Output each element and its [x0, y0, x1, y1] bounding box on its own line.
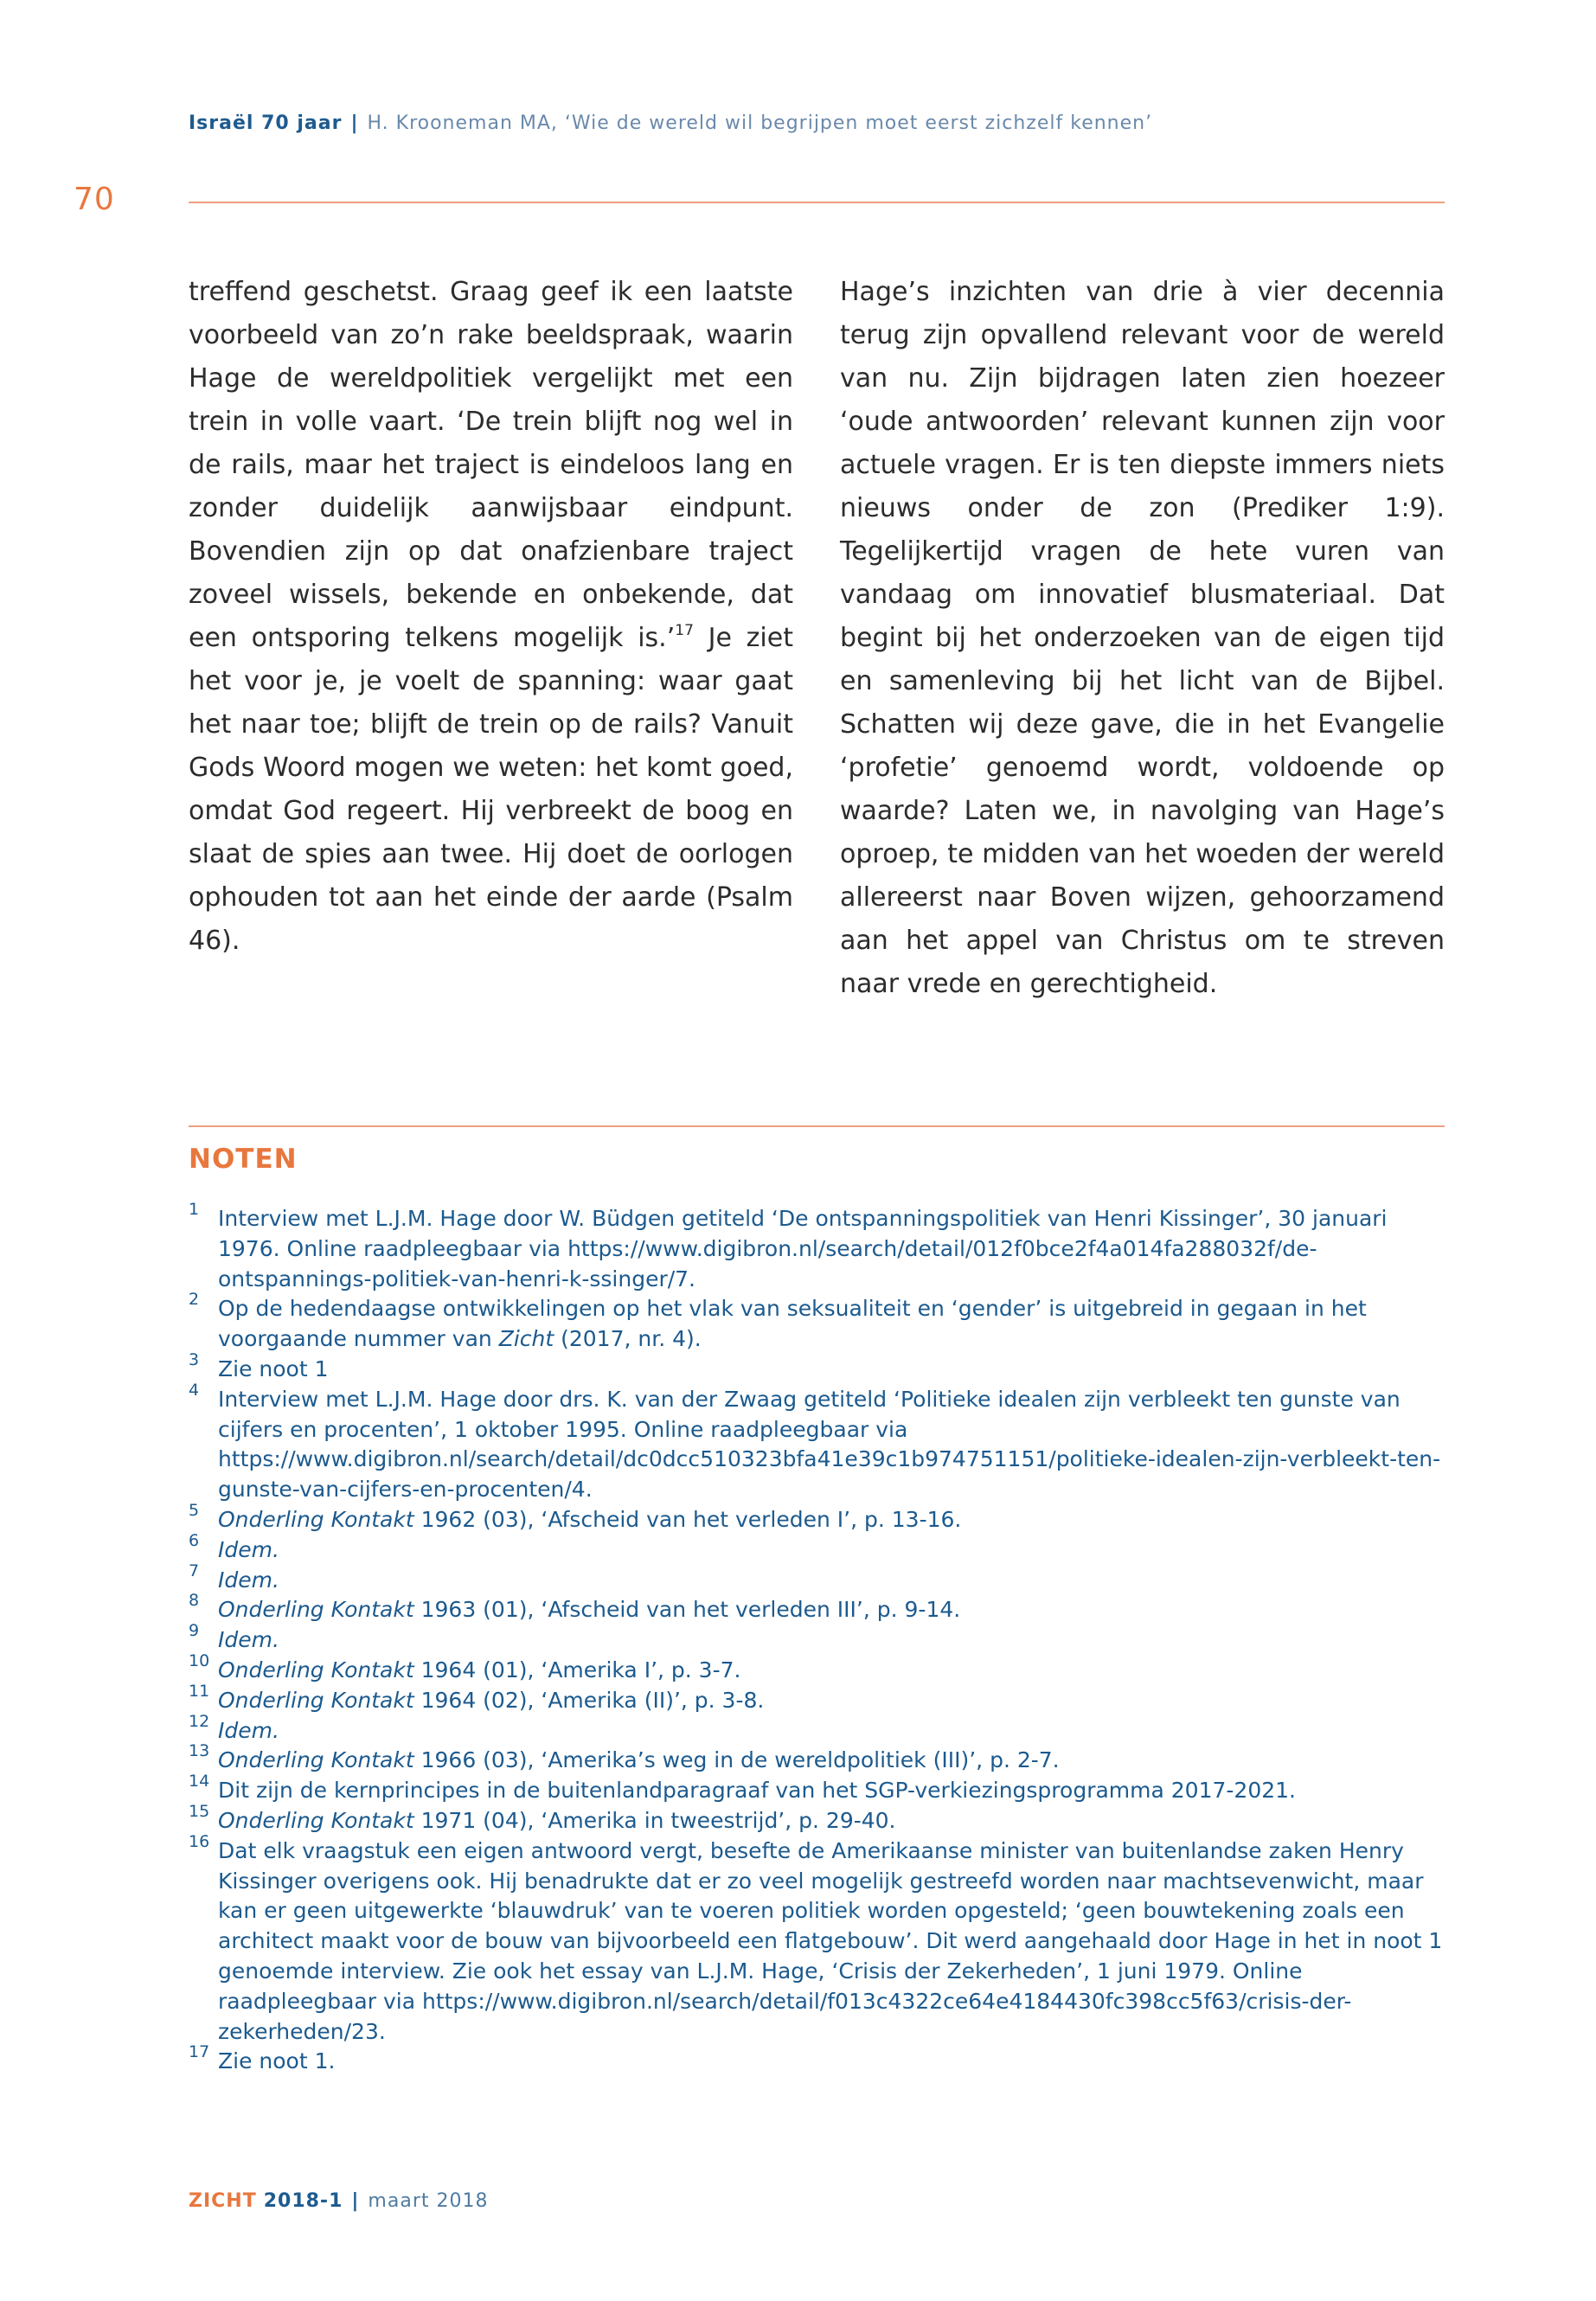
footnote-number: 4: [189, 1380, 200, 1400]
footnote-number: 13: [189, 1741, 210, 1761]
body-paragraph-left: [189, 271, 793, 963]
footnote-number: 15: [189, 1801, 210, 1821]
footnote-source: Onderling Kontakt: [218, 1687, 414, 1713]
footnote-item: [189, 1801, 1445, 1836]
footnote-source: Idem.: [218, 1567, 279, 1593]
footnote-item: [189, 1380, 1445, 1505]
body-column-right: [840, 271, 1445, 1006]
running-header: [189, 112, 1152, 134]
footnote-number: 10: [189, 1650, 210, 1670]
footnote-number: 2: [189, 1290, 200, 1310]
header-citation: H. Krooneman MA, ‘Wie de wereld wil begrijpen moet eerst zichzelf kennen’: [367, 112, 1153, 134]
footnote-text: 1964 (01), ‘Amerika I’, p. 3-7.: [413, 1657, 741, 1682]
footnote-number: 12: [189, 1711, 210, 1731]
footnote-text: 1963 (01), ‘Afscheid van het verleden III’, p. 9-14.: [413, 1597, 961, 1623]
footnote-text: Dat elk vraagstuk een eigen antwoord vergt, besefte de Amerikaanse minister van buitenlandse zaken Henry Kissinger overigens ook. Hij benadrukte dat er zo veel mogelijk gestreefd worden naar machtsevenwicht, maar kan er geen uitgewerkte ‘blauwdruk’ van te voeren politiek worden opgesteld; ‘geen bouwtekening zoals een architect maakt voor de bouw van bijvoorbeeld een flatgebouw’. Dit werd aangehaald door Hage in het in noot 1 genoemde interview. Zie ook het essay van L.J.M. Hage, ‘Crisis der Zekerheden’, 1 juni 1979. Online raadpleegbaar via https://www.digibron.nl/search/detail/f013c4322ce64e4184430fc398cc5f63/crisis-der-zekerheden/23.: [218, 1837, 1443, 2044]
page-number: 70: [74, 182, 115, 217]
footer-magazine: ZICHT: [189, 2190, 257, 2212]
footnote-number: 3: [189, 1349, 200, 1369]
header-separator: |: [350, 112, 359, 134]
notes-list: [189, 1200, 1445, 2077]
header-magazine-title: Israël 70 jaar: [189, 112, 343, 134]
footnote-number: 8: [189, 1591, 200, 1611]
footnote-source: Onderling Kontakt: [218, 1747, 414, 1773]
footnote-number: 5: [189, 1500, 200, 1520]
footnote-source: Onderling Kontakt: [218, 1807, 414, 1833]
footnote-number: 11: [189, 1681, 210, 1701]
footnote-text: Dit zijn de kernprincipes in de buitenlandparagraaf van het SGP-verkiezingsprogramma 2017-2021.: [218, 1778, 1296, 1804]
footnote-source: Onderling Kontakt: [218, 1657, 414, 1682]
footnote-number: 1: [189, 1200, 200, 1219]
footnote-source: Idem.: [218, 1536, 279, 1562]
left-text-after-ref: Je ziet het voor je, je voelt de spanning: waar gaat het naar toe; blijft de trein op de rails? Vanuit Gods Woord mogen we weten: het komt goed, omdat God regeert. Hij verbreekt de boog en slaat de spies aan twee. Hij doet de oorlogen ophouden tot aan het einde der aarde (Psalm 46).: [189, 623, 793, 956]
footnote-text: 1962 (03), ‘Afscheid van het verleden I’, p. 13-16.: [413, 1506, 962, 1532]
footnote-item: [189, 1711, 1445, 1747]
footnote-item: [189, 1650, 1445, 1686]
footer-date: maart 2018: [368, 2190, 489, 2212]
footnote-item: [189, 1290, 1445, 1355]
footer-separator: |: [351, 2190, 360, 2212]
footnote-number: 6: [189, 1530, 200, 1550]
footer-issue: 2018-1: [263, 2190, 343, 2212]
footnote-item: [189, 1349, 1445, 1385]
footnote-number: 14: [189, 1772, 210, 1791]
footnote-text: 1971 (04), ‘Amerika in tweestrijd’, p. 29-40.: [413, 1807, 896, 1833]
footnote-item: [189, 1741, 1445, 1776]
footnote-item: [189, 1681, 1445, 1716]
footnote-text: (2017, nr. 4).: [554, 1326, 702, 1352]
footnote-text: Op de hedendaagse ontwikkelingen op het vlak van seksualiteit en ‘gender’ is uitgebreid in gegaan in het voorgaande nummer van: [218, 1296, 1367, 1352]
footnote-source: Onderling Kontakt: [218, 1506, 414, 1532]
footnote-number: 9: [189, 1621, 200, 1641]
footnote-text: Zie noot 1.: [218, 2048, 336, 2074]
footnote-item: [189, 1561, 1445, 1596]
footnote-source: Zicht: [498, 1326, 554, 1352]
footnote-text: Interview met L.J.M. Hage door drs. K. van der Zwaag getiteld ‘Politieke idealen zijn verbleekt ten gunste van cijfers en procenten’, 1 oktober 1995. Online raadpleegbaar via https://www.digibron.nl/search/detail/dc0dcc510323bfa41e39c1b974751151/politieke-idealen-zijn-verbleekt-ten-gunste-van-cijfers-en-procenten/4.: [218, 1386, 1441, 1503]
footnote-source: Idem.: [218, 1717, 279, 1743]
footnote-text: 1966 (03), ‘Amerika’s weg in de wereldpolitiek (III)’, p. 2-7.: [413, 1747, 1060, 1773]
footnote-number: 7: [189, 1561, 200, 1580]
notes-heading: NOTEN: [189, 1144, 298, 1175]
footnote-number: 16: [189, 1831, 210, 1851]
body-column-left: [189, 271, 793, 963]
left-text-before-ref: treffend geschetst. Graag geef ik een laatste voorbeeld van zo’n rake beeldspraak, waarin Hage de wereldpolitiek vergelijkt met een trein in volle vaart. ‘De trein blijft nog wel in de rails, maar het traject is eindeloos lang en zonder duidelijk aanwijsbaar eindpunt. Bovendien zijn op dat onafzienbare traject zoveel wissels, bekende en onbekende, dat een ontsporing telkens mogelijk is.’: [189, 277, 793, 653]
footnote-source: Idem.: [218, 1627, 279, 1653]
footnote-text: Interview met L.J.M. Hage door W. Büdgen getiteld ‘De ontspanningspolitiek van Henri Kissinger’, 30 januari 1976. Online raadpleegbaar via https://www.digibron.nl/search/detail/012f0bce2f4a014fa288032f/de-ontspannings-politiek-van-henri-k-ssinger/7.: [218, 1206, 1388, 1292]
footnote-item: [189, 1621, 1445, 1656]
footnote-number: 17: [189, 2042, 210, 2062]
footnote-source: Onderling Kontakt: [218, 1597, 414, 1623]
body-paragraph-right: Hage’s inzichten van drie à vier decennia terug zijn opvallend relevant voor de wereld van nu. Zijn bijdragen laten zien hoezeer ‘oude antwoorden’ relevant kunnen zijn voor actuele vragen. Er is ten diepste immers niets nieuws onder de zon (Prediker 1:9). Tegelijkertijd vragen de hete vuren van vandaag om innovatief blusmateriaal. Dat begint bij het onderzoeken van de eigen tijd en samenleving bij het licht van de Bijbel. Schatten wij deze gave, die in het Evangelie ‘profetie’ genoemd wordt, voldoende op waarde? Laten we, in navolging van Hage’s oproep, te midden van het woeden der wereld allereerst naar Boven wijzen, gehoorzamend aan het appel van Christus om te streven naar vrede en gerechtigheid.: [840, 277, 1445, 999]
footnote-item: [189, 1772, 1445, 1806]
footnote-reference-17[interactable]: 17: [675, 622, 694, 639]
footnote-item: [189, 1500, 1445, 1535]
footnote-item: [189, 2042, 1445, 2077]
notes-divider: [189, 1125, 1445, 1127]
footnote-item: [189, 1530, 1445, 1566]
footnote-text: Zie noot 1: [218, 1356, 329, 1381]
page-footer: [189, 2190, 488, 2212]
header-divider: [189, 202, 1445, 203]
footnote-item: [189, 1831, 1445, 2048]
footnote-text: 1964 (02), ‘Amerika (II)’, p. 3-8.: [413, 1687, 765, 1713]
footnote-item: [189, 1200, 1445, 1294]
footnote-item: [189, 1591, 1445, 1625]
